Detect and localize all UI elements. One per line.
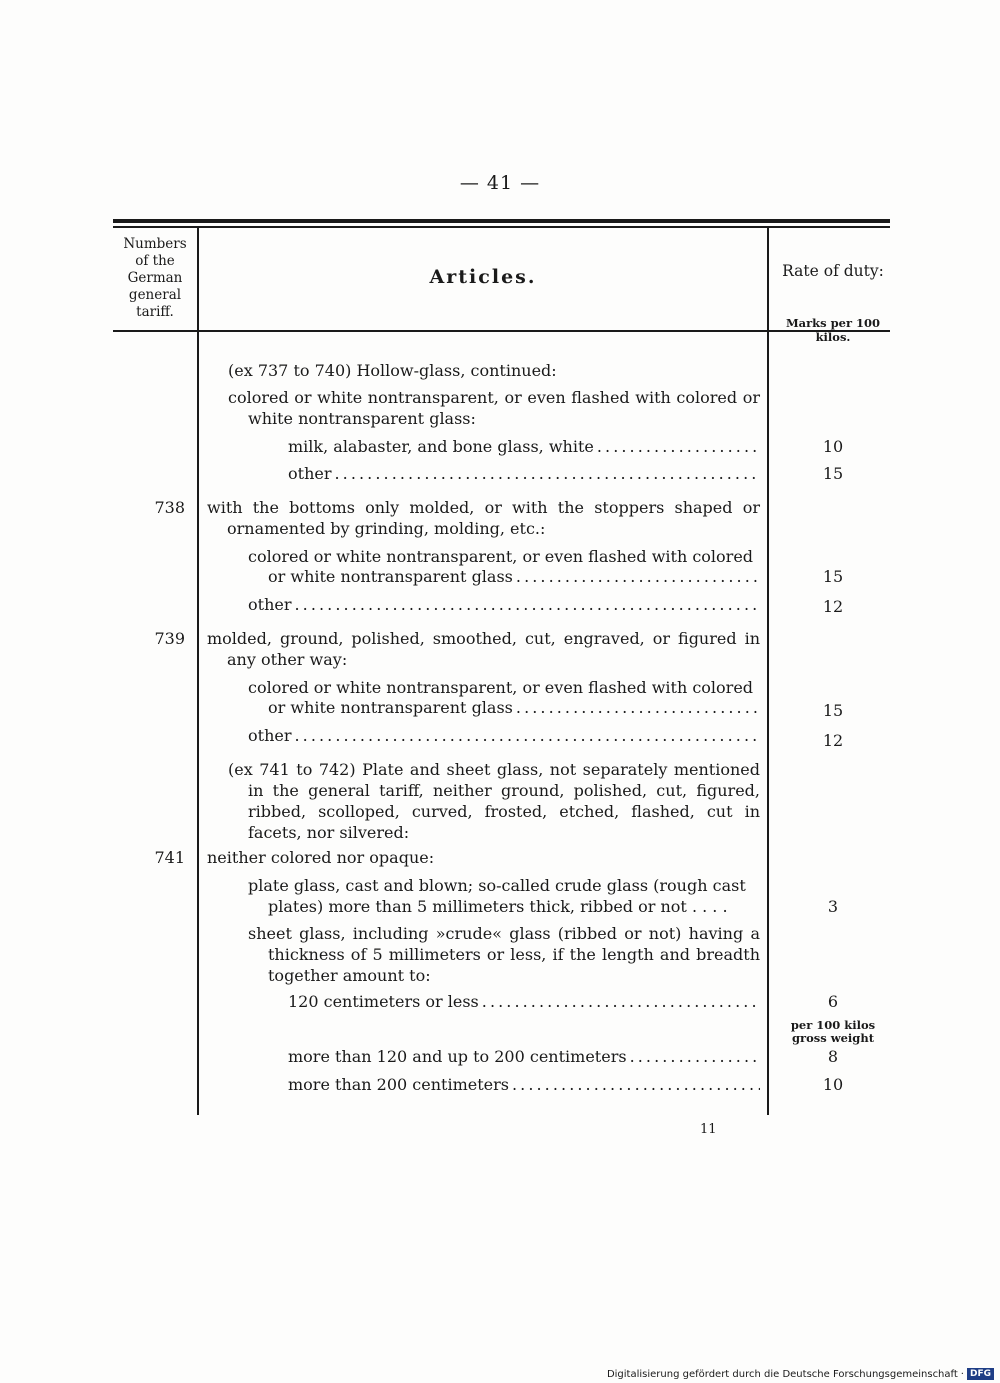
article-text: sheet glass, including »crude« glass (ribbed or not) having a thickness of 5 millimeters or less, if the length and breadth together amount to:	[248, 924, 760, 985]
article-line	[268, 566, 760, 587]
column-header-rate: Rate of duty:	[782, 262, 884, 280]
article-label: or white nontransparent glass	[268, 698, 513, 717]
credit-separator: ·	[960, 1368, 964, 1380]
rate-value: 10	[822, 437, 844, 456]
article-heading-plate-glass: (ex 741 to 742) Plate and sheet glass, not separately mentioned in the general tariff, neither ground, polished, cut, figured, ribbed, scolloped, curved, frosted, etched, flashed, cut in facets, nor silvered:	[228, 760, 760, 842]
rate-note: per 100 kilos	[790, 1018, 876, 1032]
leader-dots	[334, 463, 760, 484]
column-header-numbers-line: tariff.	[136, 304, 174, 320]
tariff-number: 738	[154, 498, 185, 517]
article-line	[288, 463, 760, 484]
article-line	[288, 1074, 760, 1095]
article-label: 120 centimeters or less	[288, 992, 479, 1011]
rate-note: gross weight	[791, 1031, 875, 1045]
rate-value: 15	[822, 464, 844, 483]
article-line	[288, 1046, 760, 1067]
tariff-number: 739	[154, 629, 185, 648]
rate-value: 3	[827, 897, 839, 916]
article-label: more than 200 centimeters	[288, 1075, 509, 1094]
rate-value: 12	[822, 597, 844, 616]
article-text: with the bottoms only molded, or with the stoppers shaped or ornamented by grinding, molding, etc.:	[207, 498, 760, 538]
top-rule-thick	[113, 219, 890, 223]
column-header-numbers-line: general	[128, 287, 182, 303]
article-line	[288, 436, 760, 457]
leader-dots	[516, 697, 760, 718]
leader-dots	[630, 1046, 760, 1067]
article-text: plate glass, cast and blown; so-called crude glass (rough cast	[248, 876, 746, 895]
article-line	[248, 594, 760, 615]
column-header-numbers	[113, 236, 197, 321]
column-header-rate-unit: Marks per 100 kilos.	[785, 316, 881, 344]
column-header-numbers-line: Numbers	[123, 236, 187, 252]
page-number: — 41 —	[459, 172, 541, 194]
article-line	[268, 697, 760, 718]
leader-dots	[512, 1074, 760, 1095]
article-label: more than 120 and up to 200 centimeters	[288, 1047, 627, 1066]
rate-value: 6	[827, 992, 839, 1011]
column-divider-right	[767, 227, 769, 1115]
leader-dots	[294, 725, 760, 746]
article-label: or white nontransparent glass	[268, 567, 513, 586]
article-label: other	[248, 595, 292, 614]
digitization-credit	[607, 1368, 994, 1380]
rate-value: 15	[822, 567, 844, 586]
leader-dots	[294, 594, 760, 615]
article-heading-hollow-glass: (ex 737 to 740) Hollow-glass, continued:	[228, 361, 557, 380]
column-header-numbers-line: German	[127, 270, 183, 286]
column-divider-left	[197, 227, 199, 1115]
article-text: colored or white nontransparent, or even flashed with colored	[248, 678, 754, 697]
column-header-numbers-line: of the	[135, 253, 175, 269]
article-text: colored or white nontransparent, or even flashed with colored or white nontransparent glass:	[228, 388, 760, 428]
article-line	[248, 725, 760, 746]
article-label: other	[248, 726, 292, 745]
article-text: plates) more than 5 millimeters thick, ribbed or not . . . .	[268, 897, 728, 916]
article-label: milk, alabaster, and bone glass, white	[288, 437, 594, 456]
article-text: neither colored nor opaque:	[207, 848, 435, 867]
dfg-logo: DFG	[967, 1368, 994, 1380]
rate-value: 15	[822, 701, 844, 720]
top-rule-thin	[113, 226, 890, 228]
leader-dots	[516, 566, 760, 587]
leader-dots	[482, 991, 760, 1012]
article-line	[288, 991, 760, 1012]
sheet-signature-number: 11	[700, 1122, 717, 1137]
digitization-credit-text: Digitalisierung gefördert durch die Deutsche Forschungsgemeinschaft	[606, 1368, 958, 1380]
rate-value: 10	[822, 1075, 844, 1094]
leader-dots	[597, 436, 760, 457]
article-text: colored or white nontransparent, or even flashed with colored	[248, 547, 754, 566]
rate-value: 8	[827, 1047, 839, 1066]
rate-value: 12	[822, 731, 844, 750]
article-text: molded, ground, polished, smoothed, cut, engraved, or figured in any other way:	[207, 629, 760, 669]
column-header-articles: Articles.	[429, 266, 537, 288]
article-label: other	[288, 464, 332, 483]
tariff-number: 741	[154, 848, 185, 867]
